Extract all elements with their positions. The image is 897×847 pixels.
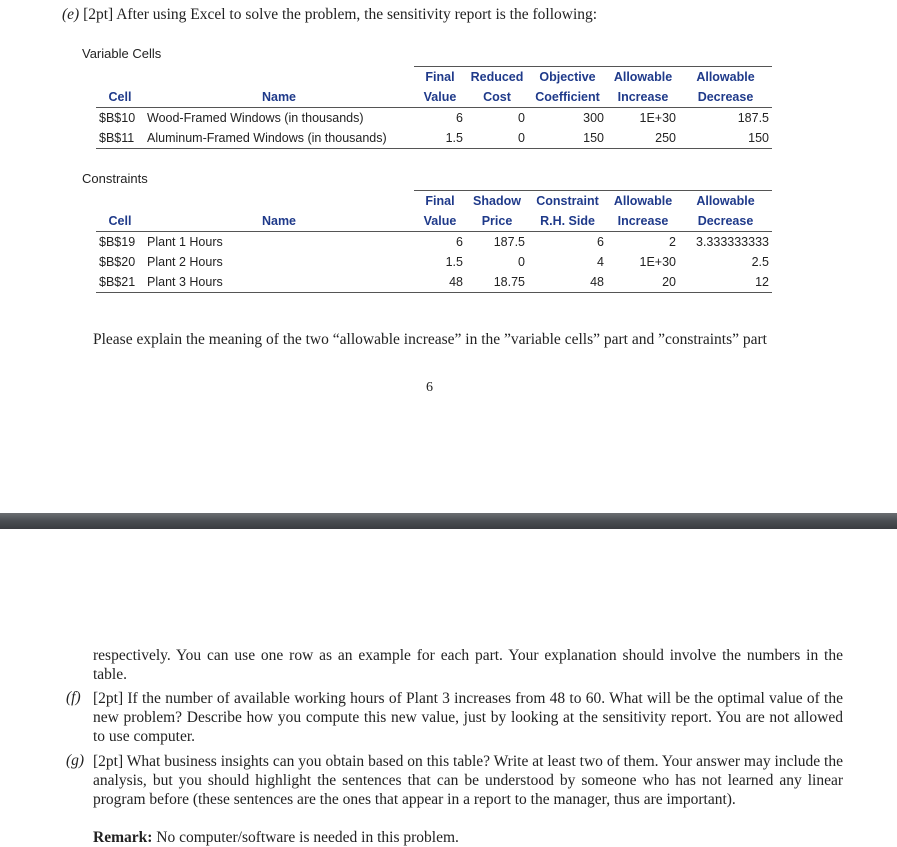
remark bbox=[93, 828, 843, 847]
variable-cells-table bbox=[96, 66, 772, 149]
remark-text: No computer/software is needed in this problem. bbox=[152, 829, 459, 846]
page-separator bbox=[0, 513, 897, 529]
vc-reduced: 0 bbox=[518, 111, 525, 125]
ct-header-name: Name bbox=[144, 211, 414, 232]
vc-header-allowable-dec: Allowable bbox=[679, 67, 772, 88]
table-row bbox=[96, 272, 772, 293]
ct-header-cell: Cell bbox=[96, 211, 144, 232]
ct-header-constraint: Constraint bbox=[528, 191, 607, 212]
vc-final: 1.5 bbox=[414, 128, 466, 149]
ct-shadow: 18.75 bbox=[466, 272, 528, 293]
ct-rhs: 48 bbox=[528, 272, 607, 293]
question-e-label: (e) bbox=[62, 6, 80, 23]
vc-header-name: Name bbox=[144, 87, 414, 108]
vc-header-coefficient: Coefficient bbox=[528, 87, 607, 108]
question-e bbox=[62, 6, 597, 24]
ct-cell: $B$20 bbox=[99, 255, 136, 269]
ct-dec: 3.333333333 bbox=[696, 235, 769, 249]
question-g-label: (g) bbox=[66, 752, 85, 769]
ct-dec: 2.5 bbox=[751, 255, 769, 269]
vc-cell: $B$11 bbox=[96, 128, 144, 149]
ct-header-rhs: R.H. Side bbox=[528, 211, 607, 232]
ct-dec: 12 bbox=[679, 272, 772, 293]
vc-inc: 250 bbox=[607, 128, 679, 149]
vc-name: Wood-Framed Windows (in thousands) bbox=[147, 111, 364, 125]
explain-text: Please explain the meaning of the two “allowable increase” in the ”variable cells” part and ”constraints” part bbox=[93, 331, 767, 348]
question-f-label: (f) bbox=[66, 689, 81, 706]
vc-reduced: 0 bbox=[466, 128, 528, 149]
vc-header-final: Final bbox=[414, 67, 466, 88]
ct-header-allowable-inc: Allowable bbox=[607, 191, 679, 212]
question-f-text: [2pt] If the number of available working hours of Plant 3 increases from 48 to 60. What will be the optimal value of the new problem? Describe how you compute this new value, just by looking at the sensitivity report. You are not allowed to use computer. bbox=[93, 690, 843, 745]
ct-rhs: 6 bbox=[597, 235, 604, 249]
ct-header-price: Price bbox=[466, 211, 528, 232]
vc-coef: 150 bbox=[528, 128, 607, 149]
constraints-title: Constraints bbox=[82, 171, 148, 186]
ct-header-final: Final bbox=[414, 191, 466, 212]
vc-coef: 300 bbox=[583, 111, 604, 125]
remark-label: Remark: bbox=[93, 829, 153, 846]
table-row bbox=[96, 108, 772, 129]
ct-shadow: 0 bbox=[518, 255, 525, 269]
ct-final: 1.5 bbox=[445, 255, 463, 269]
ct-final: 48 bbox=[414, 272, 466, 293]
ct-name: Plant 3 Hours bbox=[144, 272, 414, 293]
vc-header-objective: Objective bbox=[528, 67, 607, 88]
table-row bbox=[96, 252, 772, 272]
vc-inc: 1E+30 bbox=[639, 111, 676, 125]
ct-cell: $B$21 bbox=[96, 272, 144, 293]
ct-name: Plant 1 Hours bbox=[147, 235, 223, 249]
vc-name: Aluminum-Framed Windows (in thousands) bbox=[144, 128, 414, 149]
ct-name: Plant 2 Hours bbox=[147, 255, 223, 269]
ct-cell: $B$19 bbox=[99, 235, 136, 249]
vc-header-value: Value bbox=[414, 87, 466, 108]
vc-header-decrease: Decrease bbox=[679, 87, 772, 108]
vc-header-increase: Increase bbox=[607, 87, 679, 108]
ct-header-allowable-dec: Allowable bbox=[679, 191, 772, 212]
page-number: 6 bbox=[426, 380, 433, 395]
ct-header-decrease: Decrease bbox=[679, 211, 772, 232]
vc-header-allowable-inc: Allowable bbox=[607, 67, 679, 88]
vc-header-cost: Cost bbox=[466, 87, 528, 108]
vc-final: 6 bbox=[456, 111, 463, 125]
vc-cell: $B$10 bbox=[99, 111, 136, 125]
ct-header-value: Value bbox=[414, 211, 466, 232]
ct-header-shadow: Shadow bbox=[466, 191, 528, 212]
ct-inc: 20 bbox=[607, 272, 679, 293]
vc-header-cell: Cell bbox=[96, 87, 144, 108]
ct-inc: 1E+30 bbox=[639, 255, 676, 269]
vc-dec: 150 bbox=[679, 128, 772, 149]
table-row bbox=[96, 128, 772, 149]
variable-cells-title: Variable Cells bbox=[82, 46, 162, 61]
vc-header-reduced: Reduced bbox=[466, 67, 528, 88]
vc-dec: 187.5 bbox=[737, 111, 769, 125]
continuation-text: respectively. You can use one row as an example for each part. Your explanation should involve the numbers in the table. bbox=[93, 647, 843, 683]
ct-shadow: 187.5 bbox=[493, 235, 525, 249]
table-row bbox=[96, 232, 772, 253]
question-e-text: [2pt] After using Excel to solve the problem, the sensitivity report is the following: bbox=[83, 6, 598, 23]
question-g-text: [2pt] What business insights can you obtain based on this table? Write at least two of them. Your answer may include the analysis, but you should highlight the sentences that can be understood by someone who has not learned any linear program before (these sentences are the ones that appear in a report to the manager, thus are important). bbox=[93, 753, 843, 808]
ct-inc: 2 bbox=[669, 235, 676, 249]
ct-header-increase: Increase bbox=[607, 211, 679, 232]
ct-final: 6 bbox=[456, 235, 463, 249]
constraints-table bbox=[96, 190, 772, 293]
ct-rhs: 4 bbox=[597, 255, 604, 269]
